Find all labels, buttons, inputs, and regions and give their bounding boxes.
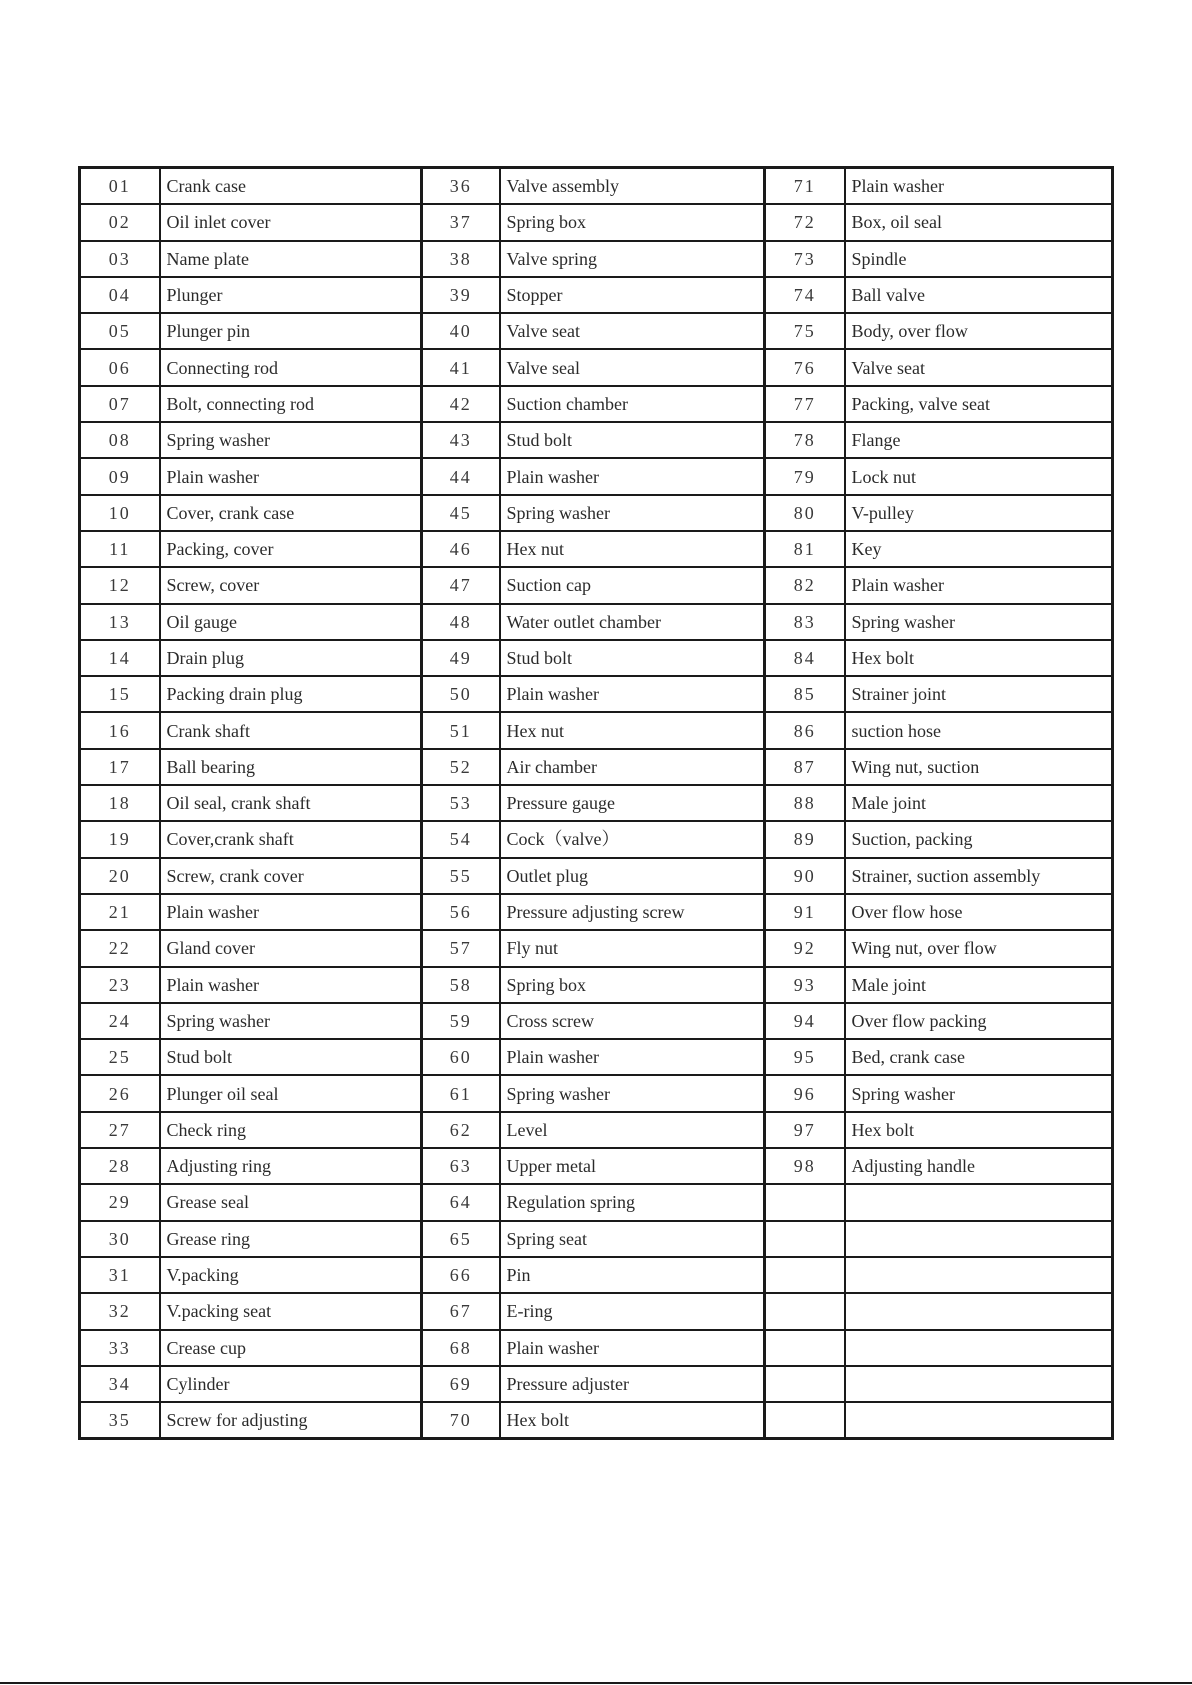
part-name-cell: Valve spring: [500, 241, 765, 277]
part-name-cell: Spring washer: [500, 1075, 765, 1111]
part-number-cell: 02: [80, 204, 160, 240]
part-number-cell: 69: [422, 1366, 500, 1402]
part-name-cell: Screw, cover: [160, 567, 422, 603]
part-name-cell: Upper metal: [500, 1148, 765, 1184]
part-name-cell: Cylinder: [160, 1366, 422, 1402]
part-number-cell: 24: [80, 1003, 160, 1039]
part-number-cell: 46: [422, 531, 500, 567]
part-name-cell: Spring washer: [160, 1003, 422, 1039]
part-number-cell: 87: [765, 749, 845, 785]
part-name-cell: Ball valve: [845, 277, 1113, 313]
part-number-cell: 55: [422, 858, 500, 894]
table-row: [80, 640, 1113, 676]
part-number-cell: 83: [765, 604, 845, 640]
part-number-cell: 06: [80, 349, 160, 385]
part-number-cell: 76: [765, 349, 845, 385]
part-name-cell: Air chamber: [500, 749, 765, 785]
table-row: [80, 604, 1113, 640]
part-number-cell: 01: [80, 168, 160, 205]
part-name-cell: Oil gauge: [160, 604, 422, 640]
table-row: [80, 277, 1113, 313]
part-name-cell: Cover, crank case: [160, 495, 422, 531]
part-number-cell: 65: [422, 1221, 500, 1257]
part-name-cell: Crank shaft: [160, 712, 422, 748]
part-number-cell: 31: [80, 1257, 160, 1293]
table-row: [80, 1184, 1113, 1220]
part-number-cell: 27: [80, 1112, 160, 1148]
part-number-cell: 79: [765, 458, 845, 494]
part-name-cell: Valve assembly: [500, 168, 765, 205]
part-name-cell: Outlet plug: [500, 858, 765, 894]
part-name-cell: Level: [500, 1112, 765, 1148]
table-row: [80, 821, 1113, 857]
part-number-cell: 53: [422, 785, 500, 821]
part-name-cell: Over flow hose: [845, 894, 1113, 930]
part-number-cell: 81: [765, 531, 845, 567]
part-number-cell: 92: [765, 930, 845, 966]
part-name-cell: Ball bearing: [160, 749, 422, 785]
part-number-cell: 45: [422, 495, 500, 531]
part-number-cell: 56: [422, 894, 500, 930]
part-number-cell: 94: [765, 1003, 845, 1039]
part-number-cell: 47: [422, 567, 500, 603]
part-number-cell: 42: [422, 386, 500, 422]
part-number-cell: 08: [80, 422, 160, 458]
part-name-cell: Key: [845, 531, 1113, 567]
part-number-cell: 15: [80, 676, 160, 712]
part-number-cell: 51: [422, 712, 500, 748]
table-row: [80, 422, 1113, 458]
part-name-cell: Cross screw: [500, 1003, 765, 1039]
table-row: [80, 676, 1113, 712]
table-row: [80, 1039, 1113, 1075]
part-number-cell: 66: [422, 1257, 500, 1293]
part-number-cell: 49: [422, 640, 500, 676]
part-name-cell: Suction, packing: [845, 821, 1113, 857]
table-row: [80, 1148, 1113, 1184]
part-name-cell: [845, 1221, 1113, 1257]
part-number-cell: 58: [422, 967, 500, 1003]
part-number-cell: 61: [422, 1075, 500, 1111]
part-name-cell: Packing, valve seat: [845, 386, 1113, 422]
part-name-cell: Valve seat: [845, 349, 1113, 385]
table-row: [80, 1112, 1113, 1148]
part-name-cell: Box, oil seal: [845, 204, 1113, 240]
part-name-cell: [845, 1257, 1113, 1293]
table-row: [80, 531, 1113, 567]
part-number-cell: 41: [422, 349, 500, 385]
part-name-cell: Over flow packing: [845, 1003, 1113, 1039]
part-number-cell: [765, 1257, 845, 1293]
part-name-cell: Adjusting ring: [160, 1148, 422, 1184]
table-row: [80, 567, 1113, 603]
part-name-cell: Body, over flow: [845, 313, 1113, 349]
part-name-cell: Suction cap: [500, 567, 765, 603]
part-name-cell: suction hose: [845, 712, 1113, 748]
table-row: [80, 712, 1113, 748]
part-name-cell: Strainer joint: [845, 676, 1113, 712]
part-number-cell: 04: [80, 277, 160, 313]
part-number-cell: 16: [80, 712, 160, 748]
part-number-cell: [765, 1402, 845, 1439]
part-name-cell: Lock nut: [845, 458, 1113, 494]
part-name-cell: Plain washer: [500, 1039, 765, 1075]
part-name-cell: Hex bolt: [500, 1402, 765, 1439]
part-name-cell: Stopper: [500, 277, 765, 313]
part-number-cell: 98: [765, 1148, 845, 1184]
part-name-cell: V-pulley: [845, 495, 1113, 531]
part-number-cell: 39: [422, 277, 500, 313]
part-number-cell: 11: [80, 531, 160, 567]
table-row: [80, 1003, 1113, 1039]
table-row: [80, 349, 1113, 385]
part-name-cell: Connecting rod: [160, 349, 422, 385]
part-number-cell: 32: [80, 1293, 160, 1329]
part-number-cell: 52: [422, 749, 500, 785]
part-number-cell: 34: [80, 1366, 160, 1402]
part-number-cell: 21: [80, 894, 160, 930]
part-number-cell: 85: [765, 676, 845, 712]
part-name-cell: Pressure adjusting screw: [500, 894, 765, 930]
part-name-cell: Wing nut, over flow: [845, 930, 1113, 966]
part-name-cell: Plain washer: [160, 458, 422, 494]
part-name-cell: Plain washer: [500, 1330, 765, 1366]
parts-list-body: [80, 168, 1113, 1439]
part-name-cell: Plain washer: [160, 894, 422, 930]
part-number-cell: 26: [80, 1075, 160, 1111]
part-number-cell: 80: [765, 495, 845, 531]
part-name-cell: Grease ring: [160, 1221, 422, 1257]
part-name-cell: Hex bolt: [845, 640, 1113, 676]
part-name-cell: Plain washer: [845, 168, 1113, 205]
part-number-cell: [765, 1366, 845, 1402]
part-name-cell: Screw for adjusting: [160, 1402, 422, 1439]
table-row: [80, 894, 1113, 930]
part-number-cell: 75: [765, 313, 845, 349]
part-name-cell: Spring box: [500, 204, 765, 240]
part-number-cell: 20: [80, 858, 160, 894]
part-name-cell: V.packing: [160, 1257, 422, 1293]
part-number-cell: 96: [765, 1075, 845, 1111]
part-number-cell: 82: [765, 567, 845, 603]
part-number-cell: 40: [422, 313, 500, 349]
table-row: [80, 313, 1113, 349]
part-name-cell: Crease cup: [160, 1330, 422, 1366]
part-number-cell: 30: [80, 1221, 160, 1257]
part-number-cell: 03: [80, 241, 160, 277]
part-number-cell: 73: [765, 241, 845, 277]
part-name-cell: Flange: [845, 422, 1113, 458]
part-number-cell: 95: [765, 1039, 845, 1075]
part-number-cell: 29: [80, 1184, 160, 1220]
table-row: [80, 1402, 1113, 1439]
part-name-cell: Suction chamber: [500, 386, 765, 422]
part-name-cell: [845, 1330, 1113, 1366]
part-number-cell: 48: [422, 604, 500, 640]
part-number-cell: 23: [80, 967, 160, 1003]
table-row: [80, 967, 1113, 1003]
table-row: [80, 1221, 1113, 1257]
table-row: [80, 204, 1113, 240]
table-row: [80, 1257, 1113, 1293]
table-row: [80, 241, 1113, 277]
part-number-cell: 13: [80, 604, 160, 640]
part-number-cell: 67: [422, 1293, 500, 1329]
part-name-cell: Screw, crank cover: [160, 858, 422, 894]
part-name-cell: E-ring: [500, 1293, 765, 1329]
part-number-cell: 64: [422, 1184, 500, 1220]
part-name-cell: Crank case: [160, 168, 422, 205]
part-number-cell: [765, 1293, 845, 1329]
part-number-cell: 70: [422, 1402, 500, 1439]
table-row: [80, 749, 1113, 785]
part-name-cell: Stud bolt: [500, 422, 765, 458]
part-number-cell: 86: [765, 712, 845, 748]
part-name-cell: Plunger oil seal: [160, 1075, 422, 1111]
part-name-cell: Spindle: [845, 241, 1113, 277]
part-name-cell: Plain washer: [500, 676, 765, 712]
part-number-cell: 28: [80, 1148, 160, 1184]
part-number-cell: 12: [80, 567, 160, 603]
part-name-cell: Packing, cover: [160, 531, 422, 567]
part-name-cell: Packing drain plug: [160, 676, 422, 712]
part-number-cell: 72: [765, 204, 845, 240]
table-row: [80, 858, 1113, 894]
table-row: [80, 386, 1113, 422]
part-number-cell: 63: [422, 1148, 500, 1184]
part-name-cell: Pin: [500, 1257, 765, 1293]
part-name-cell: [845, 1184, 1113, 1220]
part-number-cell: [765, 1184, 845, 1220]
part-number-cell: 50: [422, 676, 500, 712]
part-name-cell: Stud bolt: [160, 1039, 422, 1075]
part-name-cell: Fly nut: [500, 930, 765, 966]
part-name-cell: Regulation spring: [500, 1184, 765, 1220]
table-row: [80, 1293, 1113, 1329]
part-number-cell: 78: [765, 422, 845, 458]
parts-list-table: [78, 166, 1114, 1440]
part-number-cell: 84: [765, 640, 845, 676]
part-name-cell: [845, 1402, 1113, 1439]
part-number-cell: [765, 1330, 845, 1366]
part-name-cell: Plain washer: [160, 967, 422, 1003]
part-name-cell: Male joint: [845, 967, 1113, 1003]
part-name-cell: Spring box: [500, 967, 765, 1003]
table-row: [80, 495, 1113, 531]
part-number-cell: 17: [80, 749, 160, 785]
part-name-cell: Hex nut: [500, 712, 765, 748]
part-number-cell: 19: [80, 821, 160, 857]
part-number-cell: 71: [765, 168, 845, 205]
part-number-cell: 57: [422, 930, 500, 966]
part-name-cell: Gland cover: [160, 930, 422, 966]
part-number-cell: 44: [422, 458, 500, 494]
page-bottom-rule: [0, 1682, 1192, 1684]
part-name-cell: Bolt, connecting rod: [160, 386, 422, 422]
table-row: [80, 1366, 1113, 1402]
part-number-cell: 37: [422, 204, 500, 240]
part-name-cell: Spring seat: [500, 1221, 765, 1257]
part-name-cell: Hex nut: [500, 531, 765, 567]
part-number-cell: 60: [422, 1039, 500, 1075]
part-number-cell: 10: [80, 495, 160, 531]
part-name-cell: Strainer, suction assembly: [845, 858, 1113, 894]
part-name-cell: Grease seal: [160, 1184, 422, 1220]
part-number-cell: 18: [80, 785, 160, 821]
part-number-cell: 09: [80, 458, 160, 494]
part-number-cell: 05: [80, 313, 160, 349]
part-name-cell: Adjusting handle: [845, 1148, 1113, 1184]
part-number-cell: 97: [765, 1112, 845, 1148]
part-number-cell: [765, 1221, 845, 1257]
part-name-cell: Cock（valve）: [500, 821, 765, 857]
part-name-cell: Pressure adjuster: [500, 1366, 765, 1402]
part-number-cell: 89: [765, 821, 845, 857]
part-name-cell: Spring washer: [845, 604, 1113, 640]
part-number-cell: 90: [765, 858, 845, 894]
table-row: [80, 785, 1113, 821]
part-number-cell: 54: [422, 821, 500, 857]
part-number-cell: 38: [422, 241, 500, 277]
part-name-cell: Hex bolt: [845, 1112, 1113, 1148]
part-number-cell: 36: [422, 168, 500, 205]
part-name-cell: Spring washer: [500, 495, 765, 531]
table-row: [80, 168, 1113, 205]
part-number-cell: 59: [422, 1003, 500, 1039]
part-number-cell: 25: [80, 1039, 160, 1075]
part-number-cell: 93: [765, 967, 845, 1003]
part-name-cell: Oil seal, crank shaft: [160, 785, 422, 821]
part-name-cell: Plunger: [160, 277, 422, 313]
part-name-cell: Oil inlet cover: [160, 204, 422, 240]
part-number-cell: 22: [80, 930, 160, 966]
part-name-cell: Male joint: [845, 785, 1113, 821]
part-number-cell: 43: [422, 422, 500, 458]
part-name-cell: Bed, crank case: [845, 1039, 1113, 1075]
part-number-cell: 35: [80, 1402, 160, 1439]
part-name-cell: Wing nut, suction: [845, 749, 1113, 785]
part-number-cell: 91: [765, 894, 845, 930]
part-number-cell: 14: [80, 640, 160, 676]
part-name-cell: Water outlet chamber: [500, 604, 765, 640]
part-name-cell: [845, 1293, 1113, 1329]
part-name-cell: [845, 1366, 1113, 1402]
part-name-cell: Check ring: [160, 1112, 422, 1148]
table-row: [80, 458, 1113, 494]
part-number-cell: 74: [765, 277, 845, 313]
table-row: [80, 930, 1113, 966]
part-number-cell: 33: [80, 1330, 160, 1366]
part-number-cell: 68: [422, 1330, 500, 1366]
part-name-cell: Name plate: [160, 241, 422, 277]
part-name-cell: Spring washer: [845, 1075, 1113, 1111]
part-name-cell: Valve seal: [500, 349, 765, 385]
part-name-cell: Valve seat: [500, 313, 765, 349]
part-number-cell: 62: [422, 1112, 500, 1148]
part-number-cell: 77: [765, 386, 845, 422]
part-name-cell: Plain washer: [500, 458, 765, 494]
part-name-cell: Stud bolt: [500, 640, 765, 676]
part-name-cell: Cover,crank shaft: [160, 821, 422, 857]
part-name-cell: Plain washer: [845, 567, 1113, 603]
part-name-cell: Drain plug: [160, 640, 422, 676]
table-row: [80, 1330, 1113, 1366]
table-row: [80, 1075, 1113, 1111]
part-name-cell: Plunger pin: [160, 313, 422, 349]
part-name-cell: Pressure gauge: [500, 785, 765, 821]
part-name-cell: Spring washer: [160, 422, 422, 458]
part-name-cell: V.packing seat: [160, 1293, 422, 1329]
part-number-cell: 88: [765, 785, 845, 821]
part-number-cell: 07: [80, 386, 160, 422]
